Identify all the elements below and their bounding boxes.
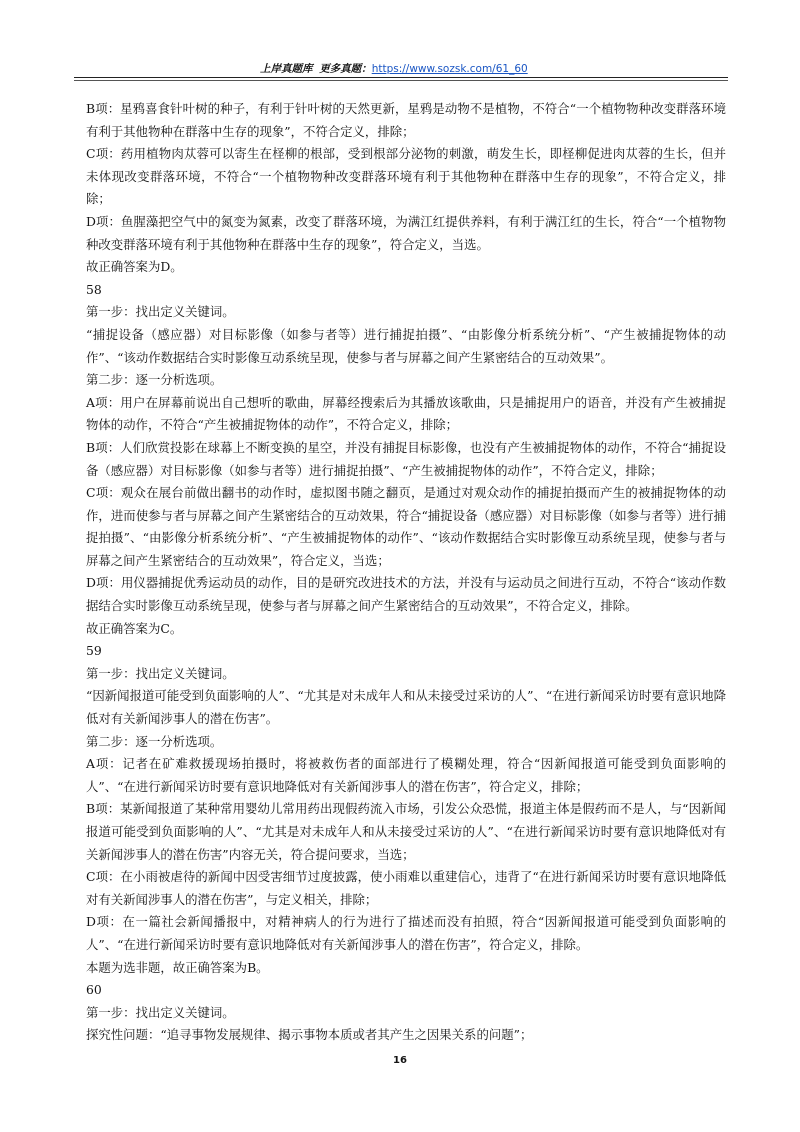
paragraph: 第二步：逐一分析选项。 [86, 733, 223, 749]
paragraph: 故正确答案为C。 [86, 620, 183, 636]
paragraph: 第一步：找出定义关键词。 [86, 665, 235, 681]
paragraph: B项：星鸦喜食针叶树的种子，有利于针叶树的天然更新，星鸦是动物不是植物，不符合“一个植物物种改变群落环境有利于其他物种在群落中生存的现象”，不符合定义，排除； [86, 101, 726, 139]
paragraph: “因新闻报道可能受到负面影响的人”、“尤其是对未成年人和从未接受过采访的人”、“在进行新闻采访时要有意识地降低对有关新闻涉事人的潜在伤害”。 [86, 688, 726, 727]
question-number: 60 [86, 982, 102, 998]
paragraph: 本题为选非题，故正确答案为B。 [86, 959, 269, 975]
paragraph: B项：人们欣赏投影在球幕上不断变换的星空，并没有捕捉目标影像，也没有产生被捕捉物体的动作，不符合“捕捉设备（感应器）对目标影像（如参与者等）进行捕捉拍摄”、“产生被捕捉物体的动作”，不符合定义，排除； [86, 439, 726, 478]
paragraph: 第一步：找出定义关键词。 [86, 1004, 235, 1020]
page-body [86, 98, 726, 1047]
paragraph: 第二步：逐一分析选项。 [86, 372, 223, 388]
header-url-link[interactable]: https://www.sozsk.com/61_60 [371, 63, 528, 75]
header-brand: 上岸真题库 [260, 63, 313, 75]
paragraph: 故正确答案为D。 [86, 259, 183, 275]
header-more-label: 更多真题： [319, 63, 372, 75]
paragraph: 第一步：找出定义关键词。 [86, 304, 235, 320]
header-rule [74, 77, 728, 78]
paragraph: D项：在一篇社会新闻播报中，对精神病人的行为进行了描述而没有拍照，符合“因新闻报道可能受到负面影响的人”、“在进行新闻采访时要有意识地降低对有关新闻涉事人的潜在伤害”，符合定义，排除。 [86, 914, 726, 952]
paragraph: D项：用仪器捕捉优秀运动员的动作，目的是研究改进技术的方法，并没有与运动员之间进行互动，不符合“该动作数据结合实时影像互动系统呈现，使参与者与屏幕之间产生紧密结合的互动效果”，不符合定义，排除。 [86, 575, 726, 614]
question-number: 59 [86, 643, 102, 659]
paragraph: C项：药用植物肉苁蓉可以寄生在柽柳的根部，受到根部分泌物的刺激，萌发生长，即柽柳促进肉苁蓉的生长，但并未体现改变群落环境，不符合“一个植物物种改变群落环境有利于其他物种在群落中生存的现象”，不符合定义，排除； [86, 146, 726, 207]
paragraph: 探究性问题：“追寻事物发展规律、揭示事物本质或者其产生之因果关系的问题”； [86, 1027, 533, 1043]
paragraph: D项：鱼腥藻把空气中的氮变为氮素，改变了群落环境，为满江红提供养料，有利于满江红的生长，符合“一个植物物种改变群落环境有利于其他物种在群落中生存的现象”，符合定义，当选。 [86, 213, 726, 252]
page-header [260, 61, 528, 76]
paragraph: A项：记者在矿难救援现场拍摄时，将被救伤者的面部进行了模糊处理，符合“因新闻报道可能受到负面影响的人”、“在进行新闻采访时要有意识地降低对有关新闻涉事人的潜在伤害”，符合定义，排除； [86, 756, 726, 794]
header-rule-thin [74, 80, 728, 81]
page-number: 16 [393, 1055, 407, 1066]
paragraph: C项：观众在展台前做出翻书的动作时，虚拟图书随之翻页，是通过对观众动作的捕捉拍摄而产生的被捕捉物体的动作，进而使参与者与屏幕之间产生紧密结合的互动效果，符合“捕捉设备（感应器）对目标影像（如参与者等）进行捕捉拍摄”、“由影像分析系统分析”、“产生被捕捉物体的动作”、“该动作数据结合实时影像互动系统呈现，使参与者与屏幕之间产生紧密结合的互动效果”，符合定义，当选； [86, 485, 726, 568]
paragraph: A项：用户在屏幕前说出自己想听的歌曲，屏幕经搜索后为其播放该歌曲，只是捕捉用户的语音，并没有产生被捕捉物体的动作，不符合“产生被捕捉物体的动作”，不符合定义，排除； [86, 394, 726, 433]
paragraph: “捕捉设备（感应器）对目标影像（如参与者等）进行捕捉拍摄”、“由影像分析系统分析”、“产生被捕捉物体的动作”、“该动作数据结合实时影像互动系统呈现，使参与者与屏幕之间产生紧密结合的互动效果”。 [86, 326, 726, 365]
paragraph: C项：在小雨被虐待的新闻中因受害细节过度披露，使小雨难以重建信心，违背了“在进行新闻采访时要有意识地降低对有关新闻涉事人的潜在伤害”，与定义相关，排除； [86, 869, 726, 907]
paragraph: B项：某新闻报道了某种常用婴幼儿常用药出现假药流入市场，引发公众恐慌，报道主体是假药而不是人，与“因新闻报道可能受到负面影响的人”、“尤其是对未成年人和从未接受过采访的人”、“在进行新闻采访时要有意识地降低对有关新闻涉事人的潜在伤害”内容无关，符合提问要求，当选； [86, 801, 726, 862]
question-number: 58 [86, 281, 102, 297]
